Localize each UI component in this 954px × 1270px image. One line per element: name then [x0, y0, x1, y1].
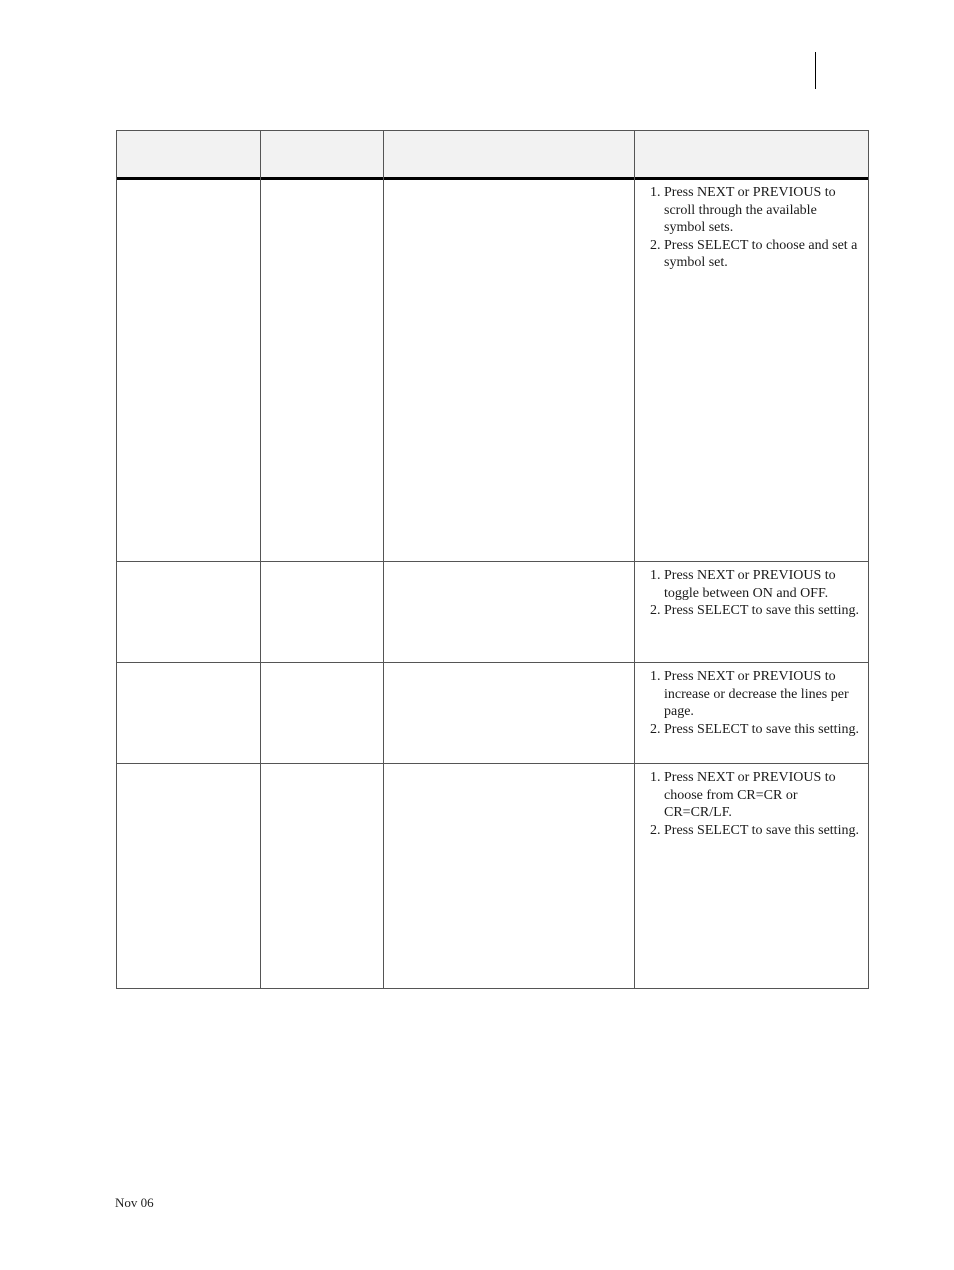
column-divider	[260, 131, 261, 988]
instruction-step: 1. Press NEXT or PREVIOUS to toggle between ON and OFF.	[650, 568, 836, 601]
instruction-step: 2. Press SELECT to save this setting.	[650, 721, 859, 737]
header-divider	[117, 177, 868, 180]
row-divider	[117, 561, 868, 562]
row-divider	[117, 763, 868, 764]
instruction-step: 1. Press NEXT or PREVIOUS to scroll through the available symbol sets.	[650, 185, 836, 236]
column-divider	[383, 131, 384, 988]
symbol-set-instructions	[635, 184, 861, 272]
table-header-row	[117, 131, 868, 178]
instruction-step: 2. Press SELECT to choose and set a symbol set.	[650, 237, 858, 271]
footer-date: Nov 06	[115, 1195, 154, 1210]
page-margin-rule	[815, 52, 816, 89]
lines-per-page-instructions	[635, 668, 861, 738]
on-off-instructions	[635, 567, 861, 620]
cr-mode-instructions	[635, 769, 861, 839]
settings-table	[116, 130, 869, 989]
instruction-step: 1. Press NEXT or PREVIOUS to choose from CR=CR or CR=CR/LF.	[650, 770, 836, 821]
instruction-step: 2. Press SELECT to save this setting.	[650, 603, 859, 619]
instruction-step: 2. Press SELECT to save this setting.	[650, 822, 859, 838]
instruction-step: 1. Press NEXT or PREVIOUS to increase or decrease the lines per page.	[650, 669, 849, 720]
row-divider	[117, 662, 868, 663]
